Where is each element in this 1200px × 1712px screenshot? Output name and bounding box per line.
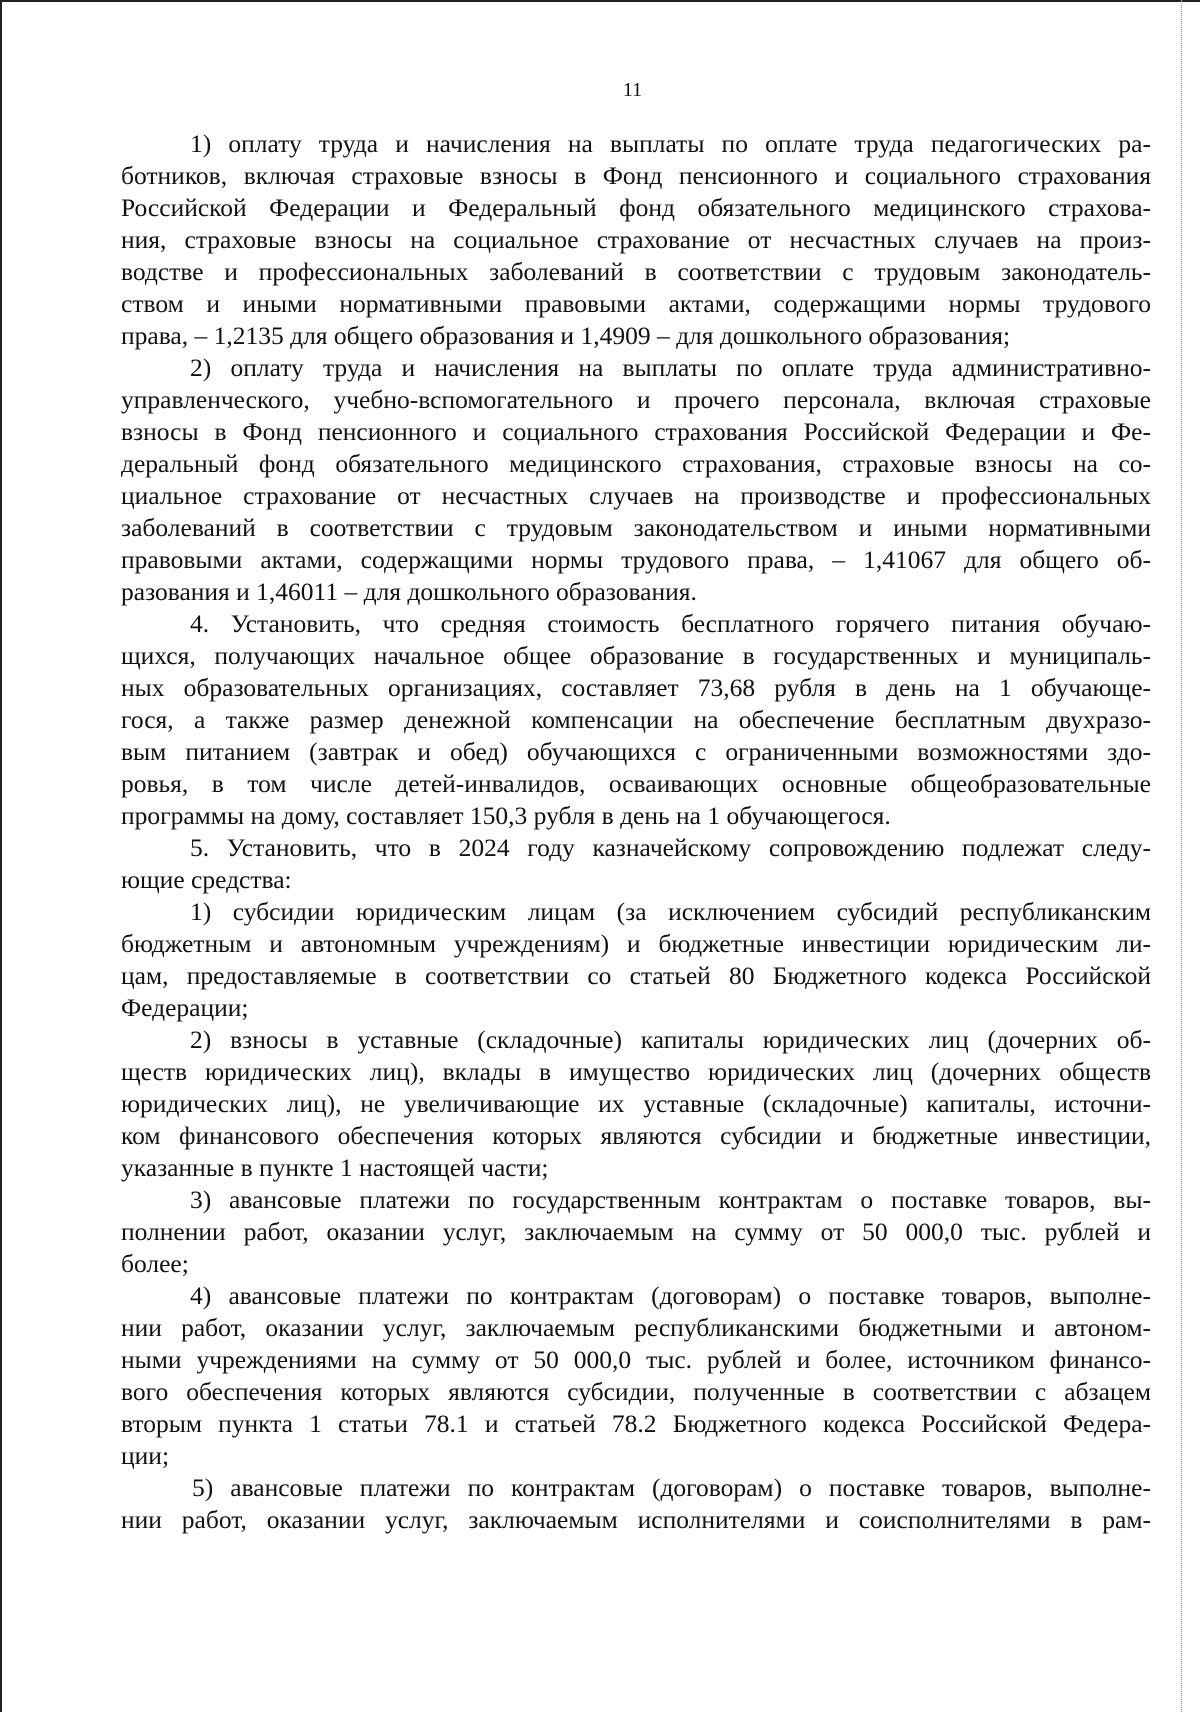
text-line: вым питанием (завтрак и обед) обучающихся с ограниченными возможностями здо-: [121, 737, 1151, 766]
text-line: юридических лиц), не увеличивающие их уставные (складочные) капиталы, источни-: [121, 1089, 1151, 1118]
text-line: Федерации;: [121, 993, 249, 1022]
document-body: [121, 128, 1151, 1536]
text-line: 4) авансовые платежи по контрактам (договорам) о поставке товаров, выполне-: [190, 1281, 1151, 1310]
text-line: ния, страховые взносы на социальное страхование от несчастных случаев на произ-: [121, 225, 1151, 254]
text-line: водстве и профессиональных заболеваний в соответствии с трудовым законодатель-: [121, 257, 1151, 286]
text-line: ством и иными нормативными правовыми актами, содержащими нормы трудового: [121, 289, 1151, 318]
text-line: заболеваний в соответствии с трудовым законодательством и иными нормативными: [121, 513, 1151, 542]
text-line: деральный фонд обязательного медицинского страхования, страховые взносы на со-: [121, 449, 1151, 478]
text-line: ществ юридических лиц), вклады в имущество юридических лиц (дочерних обществ: [121, 1057, 1151, 1086]
text-line: цам, предоставляемые в соответствии со статьей 80 Бюджетного кодекса Российской: [121, 961, 1151, 990]
text-line: ными учреждениями на сумму от 50 000,0 тыс. рублей и более, источником финансо-: [121, 1345, 1151, 1374]
text-line: ком финансового обеспечения которых являются субсидии и бюджетные инвестиции,: [121, 1121, 1151, 1150]
page-edge-right: [1180, 0, 1182, 1712]
text-line: 1) субсидии юридическим лицам (за исключением субсидий республиканским: [190, 897, 1151, 926]
text-line: ровья, в том числе детей-инвалидов, осваивающих основные общеобразовательные: [121, 769, 1151, 798]
text-line: нии работ, оказании услуг, заключаемым республиканскими бюджетными и автоном-: [121, 1313, 1151, 1342]
text-line: нии работ, оказании услуг, заключаемым исполнителями и соисполнителями в рам-: [121, 1505, 1151, 1534]
text-line: вторым пункта 1 статьи 78.1 и статьей 78.2 Бюджетного кодекса Российской Федера-: [121, 1409, 1151, 1438]
text-line: полнении работ, оказании услуг, заключаемым на сумму от 50 000,0 тыс. рублей и: [121, 1217, 1151, 1246]
text-line: указанные в пункте 1 настоящей части;: [121, 1153, 549, 1182]
text-line: 2) взносы в уставные (складочные) капиталы юридических лиц (дочерних об-: [190, 1025, 1151, 1054]
text-line: ных образовательных организациях, составляет 73,68 рубля в день на 1 обучающе-: [121, 673, 1151, 702]
page-number: 11: [622, 79, 643, 101]
text-line: 1) оплату труда и начисления на выплаты по оплате труда педагогических ра-: [190, 129, 1151, 158]
text-line: программы на дому, составляет 150,3 рубля в день на 1 обучающегося.: [121, 801, 891, 830]
text-line: бюджетным и автономным учреждениям) и бюджетные инвестиции юридическим ли-: [121, 929, 1151, 958]
text-line: ботников, включая страховые взносы в Фонд пенсионного и социального страхования: [121, 161, 1151, 190]
text-line: более;: [121, 1249, 189, 1278]
text-line: 5. Установить, что в 2024 году казначейскому сопровождению подлежат следу-: [190, 833, 1151, 862]
text-line: щихся, получающих начальное общее образование в государственных и муниципаль-: [121, 641, 1151, 670]
text-line: взносы в Фонд пенсионного и социального страхования Российской Федерации и Фе-: [121, 417, 1151, 446]
text-line: правовыми актами, содержащими нормы трудового права, – 1,41067 для общего об-: [121, 545, 1151, 574]
text-line: ющие средства:: [121, 865, 292, 894]
text-line: циальное страхование от несчастных случаев на производстве и профессиональных: [121, 481, 1151, 510]
text-line: разования и 1,46011 – для дошкольного образования.: [121, 577, 697, 606]
text-line: вого обеспечения которых являются субсидии, полученные в соответствии с абзацем: [121, 1377, 1151, 1406]
text-line: 3) авансовые платежи по государственным контрактам о поставке товаров, вы-: [190, 1185, 1151, 1214]
text-line: гося, а также размер денежной компенсации на обеспечение бесплатным двухразо-: [121, 705, 1151, 734]
text-line: 2) оплату труда и начисления на выплаты по оплате труда административно-: [190, 353, 1151, 382]
text-line: права, – 1,2135 для общего образования и 1,4909 – для дошкольного образования;: [121, 321, 1011, 350]
text-line: ции;: [121, 1441, 170, 1470]
text-line: Российской Федерации и Федеральный фонд обязательного медицинского страхова-: [121, 193, 1151, 222]
page-edge-left: [0, 0, 2, 1712]
text-line: 4. Установить, что средняя стоимость бесплатного горячего питания обучаю-: [190, 609, 1151, 638]
text-line: управленческого, учебно-вспомогательного и прочего персонала, включая страховые: [121, 385, 1151, 414]
text-line: 5) авансовые платежи по контрактам (договорам) о поставке товаров, выполне-: [192, 1473, 1151, 1502]
page-edge-top: [0, 0, 1200, 2]
